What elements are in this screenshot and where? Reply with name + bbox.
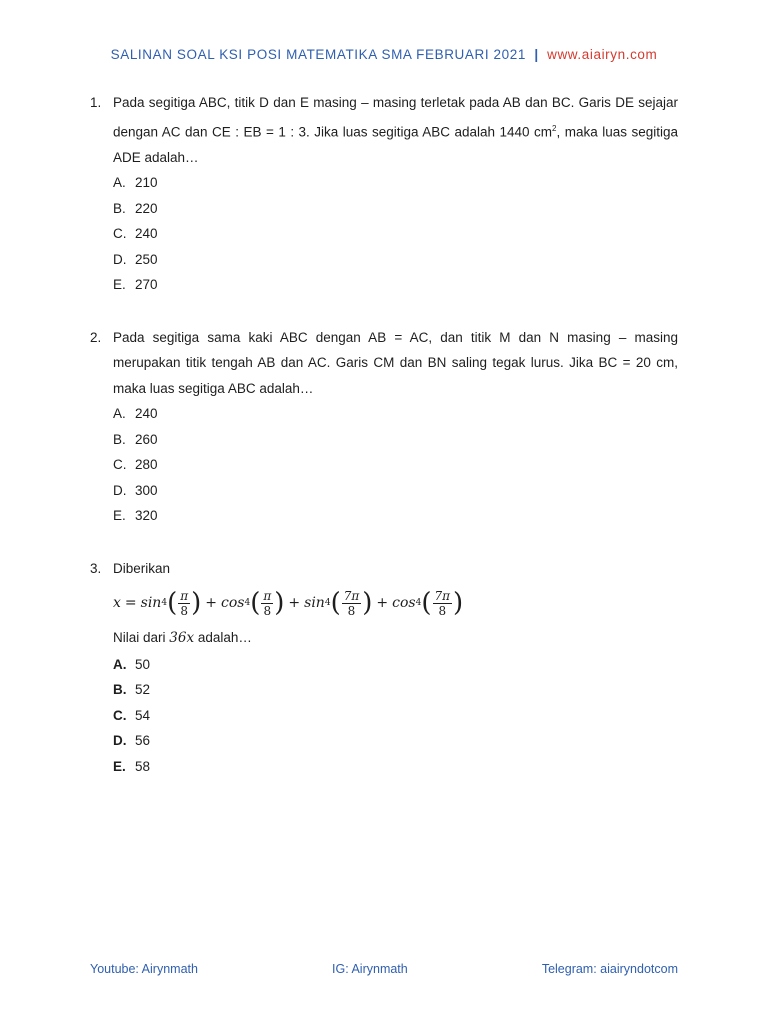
question-ask: Nilai dari 36x adalah… [113, 630, 252, 646]
answer-options [113, 401, 678, 529]
question-text: Pada segitiga ABC, titik D dan E masing – masing terletak pada AB dan BC. Garis DE sejajar dengan AC dan CE : EB = 1 : 3. Jika luas segitiga ABC adalah 1440 $cm^2$, maka luas segitiga ADE adalah… [113, 95, 678, 165]
option-e[interactable]: E. 320 [113, 508, 158, 523]
question-text: Pada segitiga sama kaki ABC dengan AB = AC, dan titik M dan N masing – masing merupakan titik tengah AB dan AC. Garis CM dan BN saling tegak lurus. Jika BC = 20 cm, maka luas segitiga ABC adalah… [113, 329, 678, 396]
question-intro: Diberikan [113, 560, 171, 576]
option-d[interactable]: D. 250 [113, 251, 158, 267]
option-d[interactable]: D. 300 [113, 482, 158, 498]
option-e[interactable]: E. 270 [113, 277, 158, 292]
trig-formula: x = sin 4 ( $\frac{\pi}{8}$ ) + cos 4 ( $\frac{\pi}{8}$ ) + sin 4 ( $\frac{7\pi}{8}$ ) + cos 4 ( $\frac{7\pi}{8}$ ) [113, 588, 464, 618]
header-site-link[interactable]: www.aiairyn.com [547, 47, 658, 62]
question-number: 2. [90, 329, 102, 345]
question-number: 3. [90, 560, 102, 576]
question-1 [90, 90, 678, 298]
footer-instagram[interactable]: IG: Airynmath [332, 962, 408, 976]
question-3 [90, 556, 678, 780]
footer-telegram[interactable]: Telegram: aiairyndotcom [541, 962, 678, 976]
option-a[interactable]: A. 50 [113, 656, 151, 672]
answer-options [113, 170, 678, 298]
question-list [90, 90, 678, 779]
option-d[interactable]: D. 56 [113, 733, 151, 748]
footer-youtube[interactable]: Youtube: Airynmath [90, 962, 198, 976]
header-title: SALINAN SOAL KSI POSI MATEMATIKA SMA FEBRUARI 2021 [110, 47, 526, 62]
option-c[interactable]: C. 240 [113, 226, 158, 241]
option-b[interactable]: B. 52 [113, 682, 151, 697]
option-a[interactable]: A. 240 [113, 406, 158, 421]
option-a[interactable]: A. 210 [113, 175, 158, 190]
option-c[interactable]: C. 280 [113, 457, 158, 472]
page-footer [90, 962, 678, 976]
option-e[interactable]: E. 58 [113, 758, 151, 774]
answer-options [113, 652, 678, 780]
question-2 [90, 325, 678, 529]
option-b[interactable]: B. 220 [113, 200, 158, 216]
page-header [0, 47, 768, 62]
option-c[interactable]: C. 54 [113, 707, 151, 723]
question-number: 1. [90, 95, 102, 110]
option-b[interactable]: B. 260 [113, 431, 158, 447]
header-separator: | [534, 47, 539, 62]
